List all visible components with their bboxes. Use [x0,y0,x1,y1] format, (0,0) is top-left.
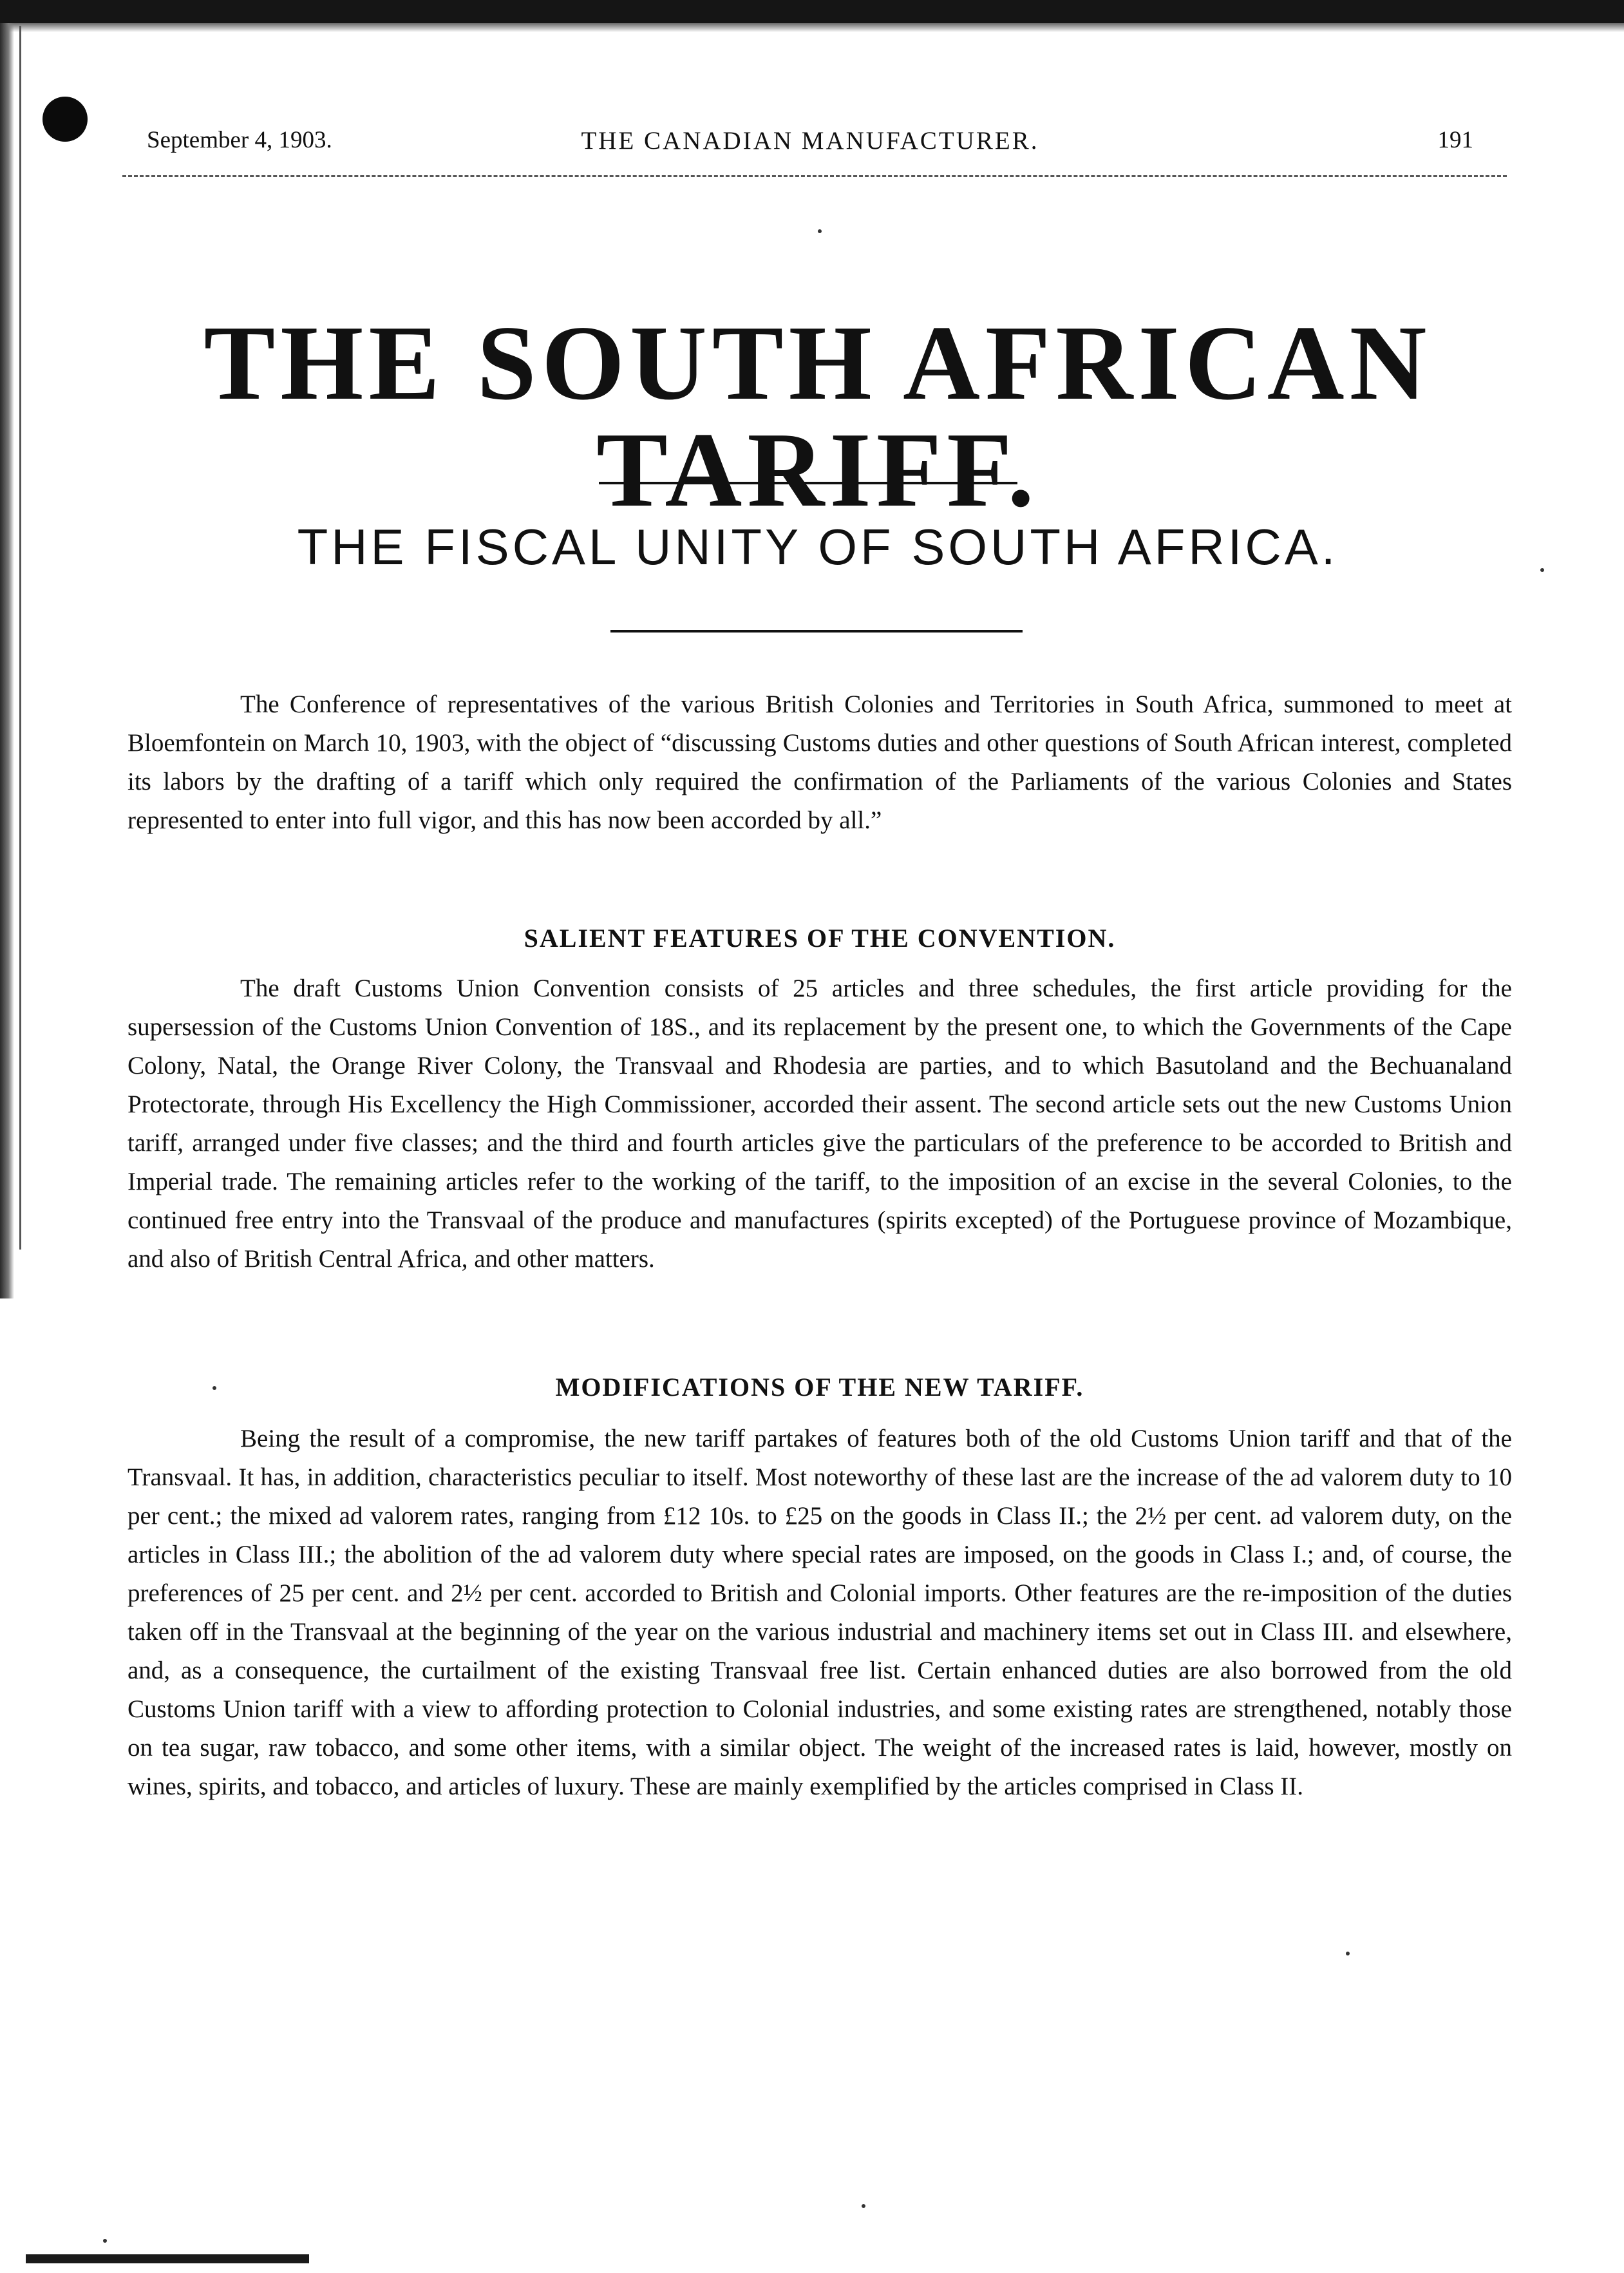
header-rule [122,175,1507,177]
scan-speck [862,2204,865,2208]
scan-edge-top [0,0,1624,23]
article-title: THE SOUTH AFRICAN TARIFF. [203,303,1432,529]
scan-speck [1540,568,1544,572]
page-number: 191 [1437,127,1473,153]
title-rule [599,482,1017,484]
scan-edge-left [0,23,14,1298]
section-body-salient-features: The draft Customs Union Convention consists of 25 articles and three schedules, the first article providing for the supersession of the Customs Union Convention of 18S., and its replacement by the present one, to which the Governments of the Cape Colony, Natal, the Orange River Colony, the Transvaal and Rhodesia are parties, and to which Basutoland and the Bechuanaland Protectorate, through His Excellency the High Commissioner, accorded their assent. The second article sets out the new Customs Union tariff, arranged under five classes; and the third and fourth articles give the particulars of the preference to be accorded to British and Imperial trade. The remaining articles refer to the working of the tariff, to the imposition of an excise in the several Colonies, to the continued free entry into the Transvaal of the produce and manufactures (spirits excepted) of the Portuguese province of Mozambique, and also of British Central Africa, and other matters. [127,975,1512,1273]
scan-speck [1346,1952,1350,1955]
publication-name: THE CANADIAN MANUFACTURER. [581,127,1039,155]
section-body-modifications: Being the result of a compromise, the new tariff partakes of features both of the old Customs Union tariff and that of the Transvaal. It has, in addition, characteristics peculiar to itself. Most noteworthy of these last are the increase of the ad valorem duty to 10 per cent.; the mixed ad valorem rates, ranging from £12 10s. to £25 on the goods in Class II.; the 2½ per cent. ad valorem duty, on the articles in Class III.; the abolition of the ad valorem duty where special rates are imposed, on the goods in Class I.; and, of course, the preferences of 25 per cent. and 2½ per cent. accorded to British and Colonial imports. Other features are the re-imposition of the duties taken off in the Transvaal at the beginning of the year on the various industrial and machinery items set out in Class III. and elsewhere, and, as a consequence, the curtailment of the existing Transvaal free list. Certain enhanced duties are also borrowed from the old Customs Union tariff with a view to affording protection to Colonial industries, and some existing rates are strengthened, notably those on tea sugar, raw tobacco, and some other items, with a similar object. The weight of the increased rates is laid, however, mostly on wines, spirits, and tobacco, and articles of luxury. These are mainly exemplified by the articles comprised in Class II. [127,1425,1512,1800]
section-heading-modifications: MODIFICATIONS OF THE NEW TARIFF. [555,1373,1084,1402]
scan-edge-bottom [26,2254,309,2263]
scan-speck [818,229,822,233]
section-heading-salient-features: SALIENT FEATURES OF THE CONVENTION. [524,924,1116,953]
subtitle-rule [610,630,1023,632]
scan-edge-left-line [19,26,21,1250]
intro-paragraph: The Conference of representatives of the various British Colonies and Territories in South Africa, summoned to meet at Bloemfontein on March 10, 1903, with the object of “discussing Customs duties and other questions of South African interest, completed its labors by the drafting of a tariff which only required the confirmation of the Parliaments of the various Colonies and States represented to enter into full vigor, and this has now been accorded by all.” [127,690,1512,834]
binding-hole [42,97,88,142]
running-header [147,126,1473,165]
scan-speck [103,2239,107,2243]
issue-date: September 4, 1903. [147,127,332,153]
article-subtitle: THE FISCAL UNITY OF SOUTH AFRICA. [297,518,1339,575]
